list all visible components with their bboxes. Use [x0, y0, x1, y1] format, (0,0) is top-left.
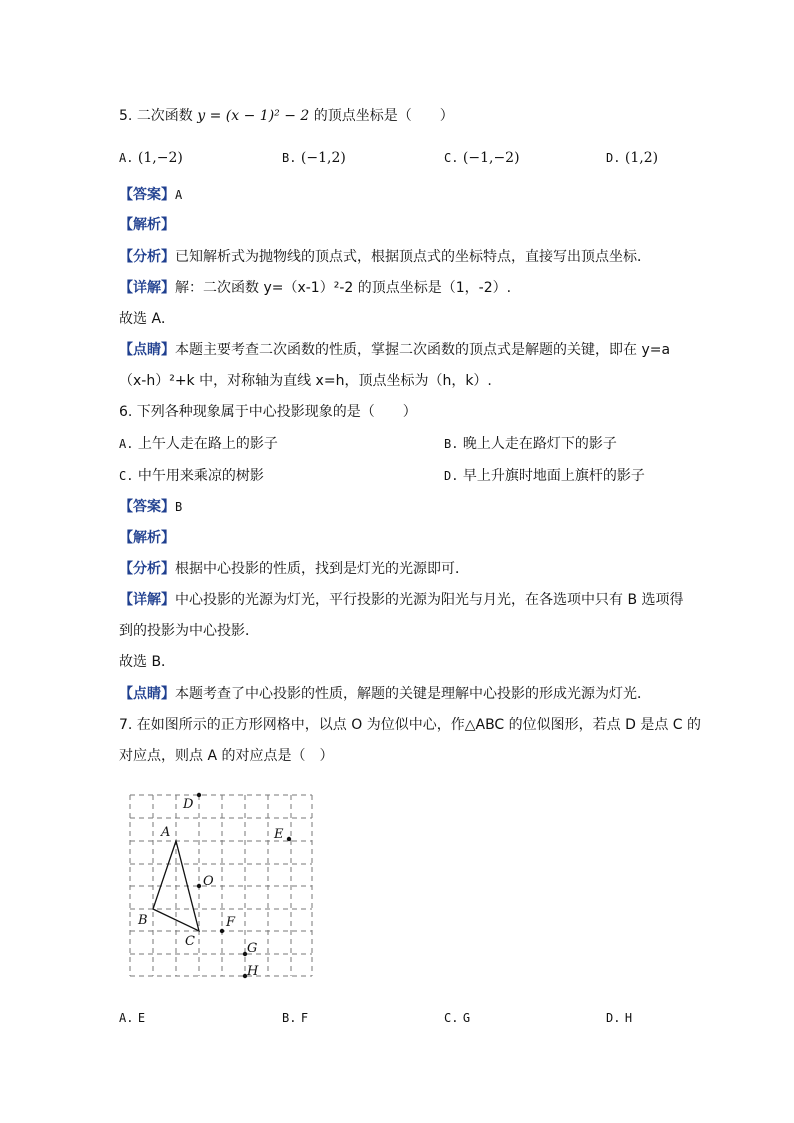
q6-option-c-letter: C. — [119, 469, 134, 483]
q5-xiangjie-text: 解：二次函数 y=（x-1）²-2 的顶点坐标是（1，-2）. — [175, 280, 512, 296]
q6-option-b — [444, 434, 617, 454]
label-b: B — [138, 913, 148, 928]
q5-option-c-letter: C. — [444, 151, 459, 165]
label-h: H — [247, 964, 259, 979]
q5-option-c — [444, 148, 520, 168]
q6-answer — [119, 497, 182, 517]
q5-xiangjie-tag: 【详解】 — [119, 280, 175, 296]
q6-option-b-letter: B. — [444, 437, 459, 451]
q5-fenxi-text: 已知解析式为抛物线的顶点式，根据顶点式的坐标特点，直接写出顶点坐标． — [175, 249, 651, 265]
q5-dianjing-2: （x-h）²+k 中，对称轴为直线 x=h，顶点坐标为（h，k）. — [119, 373, 492, 389]
q7-option-c-text: G — [462, 1011, 471, 1025]
q5-dianjing-1 — [119, 340, 670, 360]
q6-fenxi-text: 根据中心投影的性质，找到是灯光的光源即可． — [175, 561, 469, 577]
q6-answer-value: B — [175, 500, 183, 514]
q6-option-b-text: 晚上人走在路灯下的影子 — [462, 436, 617, 452]
q6-xiangjie-1 — [119, 590, 684, 610]
q7-option-a — [119, 1008, 145, 1028]
q7-grid-figure — [118, 785, 328, 985]
q6-stem: 6. 下列各种现象属于中心投影现象的是（ ） — [119, 404, 417, 420]
q6-option-a-text: 上午人走在路上的影子 — [137, 436, 278, 452]
q7-option-a-letter: A. — [119, 1011, 134, 1025]
q6-dianjing-text: 本题考查了中心投影的性质，解题的关键是理解中心投影的形成光源为灯光． — [175, 686, 651, 702]
q7-stem-2: 对应点，则点 A 的对应点是（ ） — [119, 748, 334, 764]
point-o — [197, 884, 201, 888]
q6-option-a-letter: A. — [119, 437, 134, 451]
q6-guxuan: 故选 B． — [119, 654, 176, 670]
q5-option-b — [282, 148, 346, 168]
q5-option-a-letter: A. — [119, 151, 134, 165]
q6-option-d-text: 早上升旗时地面上旗杆的影子 — [462, 468, 645, 484]
label-c: C — [185, 934, 195, 949]
q5-stem — [119, 106, 454, 126]
q5-option-c-value: (−1,−2) — [462, 150, 520, 166]
q5-option-d — [606, 148, 658, 168]
q5-formula: y = (x − 1)² − 2 — [197, 108, 310, 124]
q5-dianjing-tag: 【点睛】 — [119, 342, 175, 358]
point-e — [287, 837, 291, 841]
q5-guxuan: 故选 A． — [119, 311, 176, 327]
q5-option-d-letter: D. — [606, 151, 621, 165]
q5-fenxi-tag: 【分析】 — [119, 249, 175, 265]
q5-stem-a: 二次函数 — [136, 108, 193, 124]
q6-xiangjie-tag: 【详解】 — [119, 592, 175, 608]
label-e: E — [274, 827, 284, 842]
q7-stem-1: 7. 在如图所示的正方形网格中，以点 O 为位似中心，作△ABC 的位似图形，若点 D 是点 C 的 — [119, 717, 702, 733]
point-d — [197, 793, 201, 797]
q5-fenxi — [119, 247, 651, 267]
q6-fenxi — [119, 559, 469, 579]
q6-xiangjie-2: 到的投影为中心投影． — [119, 623, 259, 639]
q5-xiangjie — [119, 278, 511, 298]
label-o: O — [203, 874, 214, 889]
label-a: A — [161, 825, 171, 840]
q5-option-d-value: (1,2) — [624, 150, 659, 166]
q6-jiexi-tag: 【解析】 — [119, 530, 175, 546]
q6-dianjing-tag: 【点睛】 — [119, 686, 175, 702]
q5-jiexi-tag: 【解析】 — [119, 217, 175, 233]
q5-answer — [119, 185, 182, 205]
label-f: F — [226, 915, 236, 930]
q6-option-c — [119, 466, 264, 486]
q6-option-d-letter: D. — [444, 469, 459, 483]
q6-fenxi-tag: 【分析】 — [119, 561, 175, 577]
q5-stem-b: 的顶点坐标是（ ） — [313, 108, 454, 124]
q6-option-c-text: 中午用来乘凉的树影 — [137, 468, 264, 484]
q7-option-b — [282, 1008, 308, 1028]
q7-option-b-letter: B. — [282, 1011, 297, 1025]
q5-number: 5. — [119, 108, 133, 124]
q5-option-b-value: (−1,2) — [300, 150, 346, 166]
q7-option-c-letter: C. — [444, 1011, 459, 1025]
q7-option-d — [606, 1008, 632, 1028]
q6-dianjing — [119, 684, 651, 704]
grid-lines — [130, 795, 312, 976]
q6-xiangjie-text-1: 中心投影的光源为灯光，平行投影的光源为阳光与月光，在各选项中只有 B 选项得 — [175, 592, 684, 608]
q5-dianjing-text-1: 本题主要考查二次函数的性质，掌握二次函数的顶点式是解题的关键，即在 y=a — [175, 342, 671, 358]
q7-option-b-text: F — [300, 1011, 309, 1025]
label-d: D — [183, 797, 194, 812]
q5-option-b-letter: B. — [282, 151, 297, 165]
label-g: G — [247, 941, 258, 956]
q6-option-a — [119, 434, 278, 454]
q6-answer-tag: 【答案】 — [119, 499, 175, 515]
point-f — [220, 929, 224, 933]
q7-option-c — [444, 1008, 470, 1028]
q5-answer-tag: 【答案】 — [119, 187, 175, 203]
q5-answer-value: A — [175, 188, 183, 202]
q5-option-a-value: (1,−2) — [137, 150, 183, 166]
q6-option-d — [444, 466, 645, 486]
q7-option-d-text: H — [624, 1011, 633, 1025]
q6-jiexi — [119, 528, 175, 548]
q7-option-d-letter: D. — [606, 1011, 621, 1025]
q5-jiexi — [119, 215, 175, 235]
q7-option-a-text: E — [137, 1011, 146, 1025]
q5-option-a — [119, 148, 183, 168]
